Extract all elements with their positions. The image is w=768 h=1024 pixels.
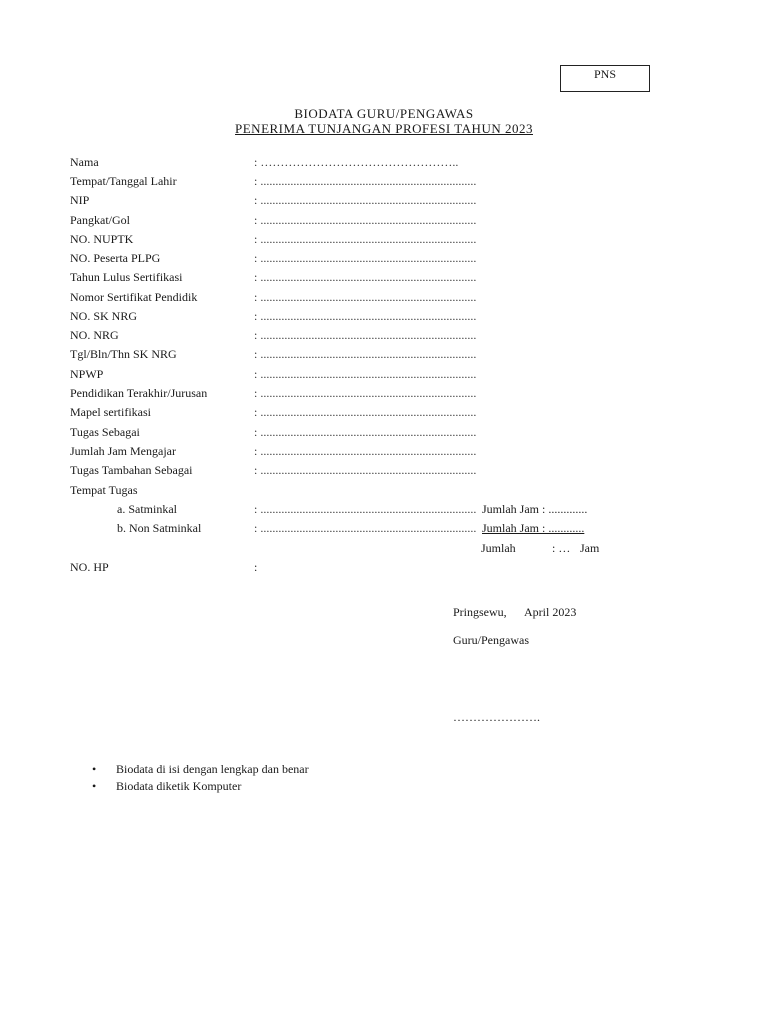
field-label-non-satminkal: b. Non Satminkal [117, 521, 202, 535]
field-value-mapel-sertifikasi: : ........................................................................ [254, 405, 477, 419]
field-value-tgl-sk-nrg: : ........................................................................ [254, 347, 477, 361]
signature-role: Guru/Pengawas [453, 633, 529, 647]
field-label-npwp: NPWP [70, 367, 104, 381]
field-label-pendidikan-terakhir: Pendidikan Terakhir/Jurusan [70, 386, 208, 400]
field-value-nip: : ........................................................................ [254, 193, 477, 207]
field-label-mapel-sertifikasi: Mapel sertifikasi [70, 405, 151, 419]
field-value-tahun-lulus-sertifikasi: : ........................................................................ [254, 270, 477, 284]
field-label-satminkal: a. Satminkal [117, 502, 177, 516]
field-label-peserta-plpg: NO. Peserta PLPG [70, 251, 161, 265]
field-value-jumlah-jam-mengajar: : ........................................................................ [254, 444, 477, 458]
field-label-nomor-sertifikat-pendidik: Nomor Sertifikat Pendidik [70, 290, 198, 304]
note-item: • Biodata diketik Komputer [92, 779, 309, 796]
document-title: BIODATA GURU/PENGAWAS [294, 106, 474, 121]
total-jumlah-unit: Jam [580, 541, 600, 555]
non-satminkal-jumlah-jam: Jumlah Jam : ............ [482, 521, 585, 535]
satminkal-jumlah-jam: Jumlah Jam : ............. [482, 502, 588, 516]
signature-name-line: …………………. [453, 710, 540, 724]
total-jumlah-value: : … [552, 541, 571, 555]
field-value-nomor-sertifikat-pendidik: : ........................................................................ [254, 290, 477, 304]
field-label-tgl-sk-nrg: Tgl/Bln/Thn SK NRG [70, 347, 177, 361]
field-label-tempat-tanggal-lahir: Tempat/Tanggal Lahir [70, 174, 177, 188]
note-item: • Biodata di isi dengan lengkap dan benar [92, 762, 309, 779]
field-value-nuptk: : ........................................................................ [254, 232, 477, 246]
field-label-tahun-lulus-sertifikasi: Tahun Lulus Sertifikasi [70, 270, 183, 284]
field-value-npwp: : ........................................................................ [254, 367, 477, 381]
field-label-nama: Nama [70, 155, 99, 169]
field-value-non-satminkal: : ........................................................................ [254, 521, 477, 535]
field-label-jumlah-jam-mengajar: Jumlah Jam Mengajar [70, 444, 176, 458]
field-label-tempat-tugas: Tempat Tugas [70, 483, 138, 497]
field-label-nuptk: NO. NUPTK [70, 232, 134, 246]
signature-place-date: Pringsewu, April 2023 [453, 605, 577, 619]
field-value-no-hp: : [254, 560, 258, 574]
field-label-nip: NIP [70, 193, 90, 207]
notes-list [92, 762, 309, 796]
total-jumlah-label: Jumlah [481, 541, 516, 555]
document-subtitle [0, 121, 768, 137]
field-value-nama: : ………………………………………….. [254, 155, 459, 169]
field-value-tempat-tanggal-lahir: : ........................................................................ [254, 174, 477, 188]
field-value-sk-nrg: : ........................................................................ [254, 309, 477, 323]
field-label-tugas-tambahan: Tugas Tambahan Sebagai [70, 463, 193, 477]
pns-badge: PNS [560, 65, 650, 92]
document-subtitle-text: PENERIMA TUNJANGAN PROFESI TAHUN 2023 [235, 121, 533, 136]
field-label-sk-nrg: NO. SK NRG [70, 309, 138, 323]
field-label-pangkat-gol: Pangkat/Gol [70, 213, 130, 227]
field-label-nrg: NO. NRG [70, 328, 119, 342]
field-label-no-hp: NO. HP [70, 560, 109, 574]
field-value-nrg: : ........................................................................ [254, 328, 477, 342]
field-value-pendidikan-terakhir: : ........................................................................ [254, 386, 477, 400]
field-value-tugas-sebagai: : ........................................................................ [254, 425, 477, 439]
field-value-tugas-tambahan: : ........................................................................ [254, 463, 477, 477]
field-value-satminkal: : ........................................................................ [254, 502, 477, 516]
field-label-tugas-sebagai: Tugas Sebagai [70, 425, 140, 439]
field-value-peserta-plpg: : ........................................................................ [254, 251, 477, 265]
field-value-pangkat-gol: : ........................................................................ [254, 213, 477, 227]
